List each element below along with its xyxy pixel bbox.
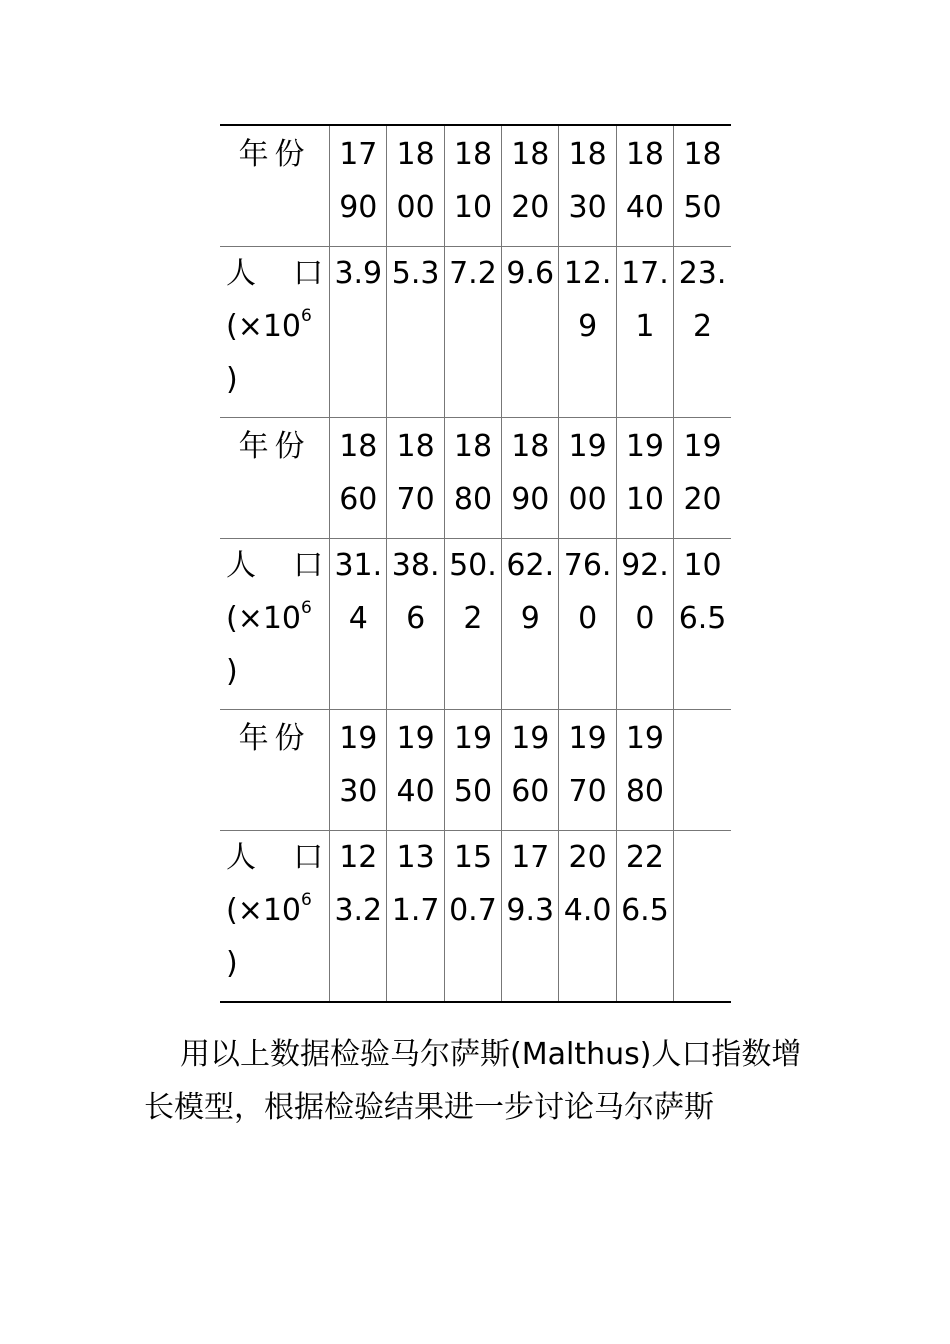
population-label-cell (220, 539, 330, 710)
year-cell: 1820 (502, 125, 559, 247)
population-cell: 3.9 (330, 247, 387, 418)
unit-close: ) (226, 362, 238, 397)
population-cell: 76.0 (559, 539, 616, 710)
year-cell: 1930 (330, 710, 387, 831)
year-label-cell: 年份 (238, 429, 311, 464)
population-cell: 9.6 (502, 247, 559, 418)
year-cell: 1890 (502, 418, 559, 539)
population-label-cell (220, 831, 330, 1003)
population-cell: 5.3 (387, 247, 444, 418)
population-unit-label (226, 300, 329, 353)
year-cell: 1970 (559, 710, 616, 831)
year-cell: 1910 (616, 418, 673, 539)
population-cell: 31.4 (330, 539, 387, 710)
population-cell: 62.9 (502, 539, 559, 710)
population-cell: 179.3 (502, 831, 559, 1003)
population-cell: 17.1 (616, 247, 673, 418)
year-cell: 1790 (330, 125, 387, 247)
population-label-main: 人 口 (226, 840, 324, 875)
population-row (220, 247, 731, 418)
year-cell: 1880 (444, 418, 501, 539)
year-cell: 1830 (559, 125, 616, 247)
unit-close: ) (226, 654, 238, 689)
problem-text (144, 1028, 814, 1134)
unit-close: ) (226, 946, 238, 981)
year-label-cell: 年份 (238, 137, 311, 172)
population-unit-label (226, 884, 329, 937)
year-row (220, 710, 731, 831)
unit-exponent: 6 (301, 598, 312, 618)
population-cell: 131.7 (387, 831, 444, 1003)
population-cell: 92.0 (616, 539, 673, 710)
population-label-cell (220, 247, 330, 418)
year-cell: 1840 (616, 125, 673, 247)
population-cell: 226.5 (616, 831, 673, 1003)
population-unit-label (226, 592, 329, 645)
population-row (220, 539, 731, 710)
unit-exponent: 6 (301, 890, 312, 910)
population-row (220, 831, 731, 1003)
year-row (220, 125, 731, 247)
population-cell: 204.0 (559, 831, 616, 1003)
year-cell: 1920 (674, 418, 731, 539)
population-cell: 123.2 (330, 831, 387, 1003)
year-cell: 1810 (444, 125, 501, 247)
population-cell: 12.9 (559, 247, 616, 418)
year-cell: 1950 (444, 710, 501, 831)
population-cell: 106.5 (674, 539, 731, 710)
year-cell: 1980 (616, 710, 673, 831)
year-cell (674, 710, 731, 831)
unit-open: (×10 (226, 893, 302, 928)
population-cell: 50.2 (444, 539, 501, 710)
year-label-cell: 年份 (238, 721, 311, 756)
unit-exponent: 6 (301, 306, 312, 326)
unit-open: (×10 (226, 309, 302, 344)
year-cell: 1800 (387, 125, 444, 247)
year-cell: 1960 (502, 710, 559, 831)
population-label-main: 人 口 (226, 548, 324, 583)
year-cell: 1900 (559, 418, 616, 539)
year-cell: 1860 (330, 418, 387, 539)
population-cell: 150.7 (444, 831, 501, 1003)
population-table (220, 124, 731, 1003)
unit-open: (×10 (226, 601, 302, 636)
population-cell: 7.2 (444, 247, 501, 418)
population-cell: 23.2 (674, 247, 731, 418)
population-cell: 38.6 (387, 539, 444, 710)
year-cell: 1870 (387, 418, 444, 539)
year-row (220, 418, 731, 539)
population-label-main: 人 口 (226, 256, 324, 291)
population-cell (674, 831, 731, 1003)
problem-text-body: 用以上数据检验马尔萨斯(Malthus)人口指数增长模型，根据检验结果进一步讨论马尔萨斯 (144, 1037, 802, 1125)
year-cell: 1940 (387, 710, 444, 831)
year-cell: 1850 (674, 125, 731, 247)
